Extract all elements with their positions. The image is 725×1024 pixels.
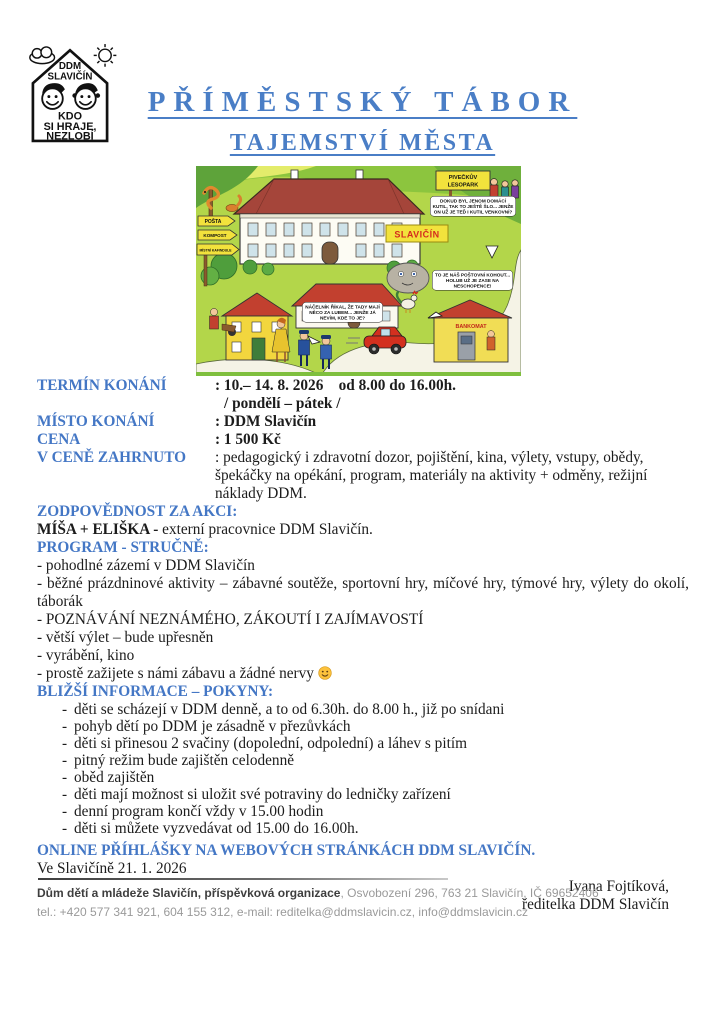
svg-text:LESOPARK: LESOPARK xyxy=(447,182,479,189)
pokyny-item: - denní program končí vždy v 15.00 hodin xyxy=(62,803,324,820)
zodpovednost-names: MÍŠA + ELIŠKA - xyxy=(37,521,159,538)
logo-motto-2: SI HRAJE, xyxy=(43,121,97,134)
footer-contacts: tel.: +420 577 341 921, 604 155 312, e-mail: reditelka@ddmslavicin.cz, info@ddmslavicin.cz xyxy=(37,905,528,919)
footer xyxy=(37,884,697,922)
cena-label: CENA xyxy=(37,431,81,448)
speech-bubble-policeman: NÁČELNÍK ŘÍKAL, ŽE TADY MAJÍ NĚCO ZA LUBEM... JENŽE JÁ NEVÍM, KDE TO JE? xyxy=(302,302,386,344)
zahrnuto-label: V CENĚ ZAHRNUTO xyxy=(37,449,187,466)
pokyny-item: - děti mají možnost si uložit své potraviny do ledničky zařízení xyxy=(62,786,451,803)
pokyny-item: - děti si přinesou 2 svačiny (dopolední, odpolední) a láhev s pitím xyxy=(62,735,467,752)
logo-motto-1: KDO xyxy=(58,110,82,123)
zodpovednost-rest: externí pracovnice DDM Slavičín. xyxy=(158,521,373,538)
footer-org-name: Dům dětí a mládeže Slavičín, příspěvková organizace xyxy=(37,886,341,900)
pokyny-item: - pohyb dětí po DDM je zásadně v přezůvkách xyxy=(62,718,351,735)
info-row-misto xyxy=(37,413,689,431)
termin-value-line2: / pondělí – pátek / xyxy=(224,395,341,412)
footer-divider xyxy=(38,878,448,880)
page-title: PŘÍMĚSTSKÝ TÁBOR xyxy=(147,86,578,118)
program-item: - POZNÁVÁNÍ NEZNÁMÉHO, ZÁKOUTÍ I ZAJÍMAVOSTÍ xyxy=(37,611,424,628)
program-heading: PROGRAM - STRUČNĚ: xyxy=(37,539,209,556)
info-row-termin xyxy=(37,377,689,413)
camp-illustration xyxy=(196,166,521,376)
page-subtitle: TAJEMSTVÍ MĚSTA xyxy=(229,130,496,156)
program-item: - vyrábění, kino xyxy=(37,647,135,664)
boulder-creature-icon xyxy=(387,263,429,293)
termin-value: : 10.– 14. 8. 2026 od 8.00 do 16.00h. xyxy=(215,377,456,394)
svg-text:POŠTA: POŠTA xyxy=(204,219,222,226)
logo-slavicin-text: SLAVIČÍN xyxy=(47,71,93,83)
pokyny-heading: BLIŽŠÍ INFORMACE – POKYNY: xyxy=(37,683,274,700)
pokyny-item: - děti se scházejí v DDM denně, a to od 6.30h. do 8.00 h., již po snídani xyxy=(62,701,505,718)
online-prihlasky-heading: ONLINE PŘÍHLÁŠKY NA WEBOVÝCH STRÁNKÁCH DDM SLAVIČÍN. xyxy=(37,842,536,859)
flyer-body xyxy=(37,377,689,914)
pokyny-item: - děti si můžete vyzvedávat od 15.00 do 16.00h. xyxy=(62,820,359,837)
zodpovednost-line xyxy=(37,521,689,539)
dateline: Ve Slavičíně 21. 1. 2026 xyxy=(37,860,187,877)
pokyny-list xyxy=(37,701,689,837)
sun-icon xyxy=(94,44,117,67)
termin-label: TERMÍN KONÁNÍ xyxy=(37,377,167,394)
misto-label: MÍSTO KONÁNÍ xyxy=(37,413,155,430)
svg-text:MÍSTNÍ KAFINDULE: MÍSTNÍ KAFINDULE xyxy=(199,248,232,253)
program-item-with-smiley: - prostě zažijete s námi zábavu a žádné nervy xyxy=(37,665,689,683)
info-row-cena xyxy=(37,431,689,449)
logo-motto-3: NEZLOBÍ xyxy=(46,130,94,143)
footer-org-line xyxy=(37,884,697,903)
speech-bubble-handyman: DOKUD BYL JENOM DOMÁCÍ KUTIL, TAK TO JEŠTĚ ŠLO... JENŽE ON UŽ JE TEĎ I KUTIL VENKOVNÍ? xyxy=(430,196,519,258)
cena-value: : 1 500 Kč xyxy=(215,431,281,448)
signature-name: Ivana Fojtíková, xyxy=(568,878,669,895)
logo-ddm-text: DDM xyxy=(58,60,82,72)
pokyny-item: - oběd zajištěn xyxy=(62,769,155,786)
svg-text:PIVEČKŮV: PIVEČKŮV xyxy=(448,175,478,181)
info-row-zahrnuto xyxy=(37,449,689,503)
signature-role: ředitelka DDM Slavičín xyxy=(522,896,669,913)
svg-text:BANKOMAT: BANKOMAT xyxy=(455,324,487,330)
program-item: - běžné prázdninové aktivity – zábavné soutěže, sportovní hry, míčové hry, týmové hry, výlety do okolí, táborák xyxy=(37,575,689,610)
program-item: - větší výlet – bude upřesněn xyxy=(37,629,214,646)
smiley-icon xyxy=(318,666,332,680)
pokyny-item: - pitný režim bude zajištěn celodenně xyxy=(62,752,295,769)
zodpovednost-heading: ZODPOVĚDNOST ZA AKCI: xyxy=(37,503,238,520)
program-item: - pohodlné zázemí v DDM Slavičín xyxy=(37,557,255,574)
misto-value: : DDM Slavičín xyxy=(215,413,317,430)
zahrnuto-value: : pedagogický i zdravotní dozor, pojištění, kina, výlety, vstupy, obědy, špekáčky na opékání, program, materiály na aktivity + odměny, režijní náklady DDM. xyxy=(215,449,648,502)
svg-text:KOMPOST: KOMPOST xyxy=(203,233,227,239)
svg-text:SLAVIČÍN: SLAVIČÍN xyxy=(394,229,440,240)
cloud-icon xyxy=(30,47,55,64)
footer-address: , Osvobození 296, 763 21 Slavičín, IČ 69652406 xyxy=(340,886,599,900)
speech-bubble-rooster: TO JE NÁŠ POŠTOVNÍ KOHOUT... HOLUB UŽ JE ZASE NA NESCHOPENCE! xyxy=(428,270,516,318)
